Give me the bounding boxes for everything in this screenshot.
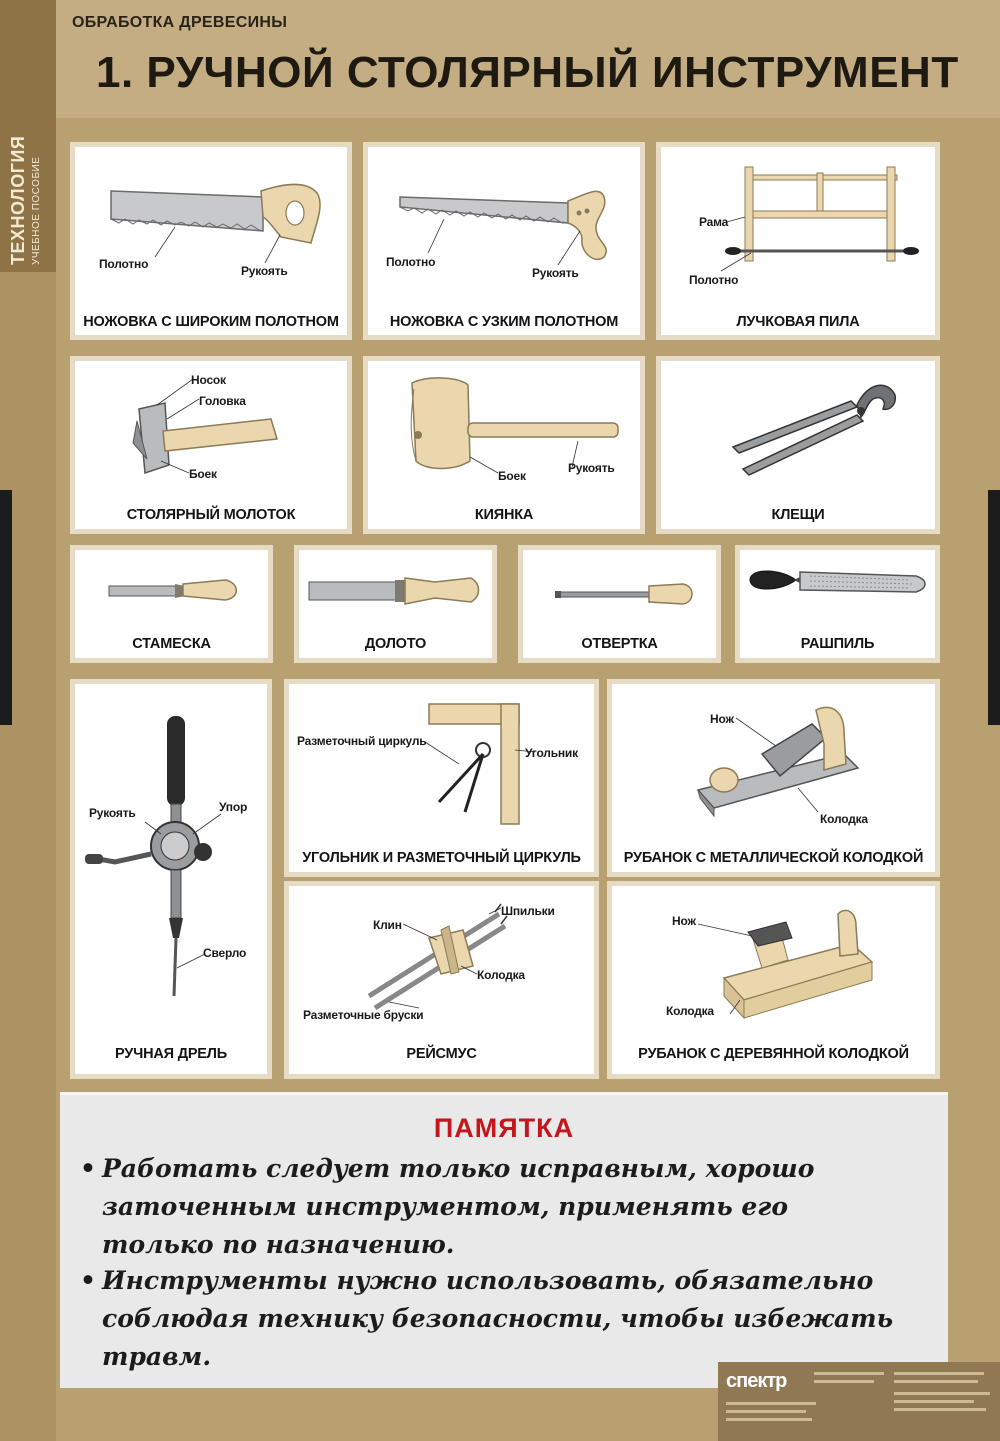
publisher-block [718,1362,1000,1441]
memo-line: соблюдая технику безопасности, чтобы избежать [102,1304,894,1333]
card-wood-plane [607,881,940,1079]
caption-gauge: РЕЙСМУС [406,1046,477,1062]
caption-screwdriver: ОТВЕРТКА [581,636,658,652]
label-striker: Боек [498,469,526,483]
pincers-illustration [661,361,935,529]
memo-line: только по назначению. [102,1230,455,1259]
caption-hand-drill: РУЧНАЯ ДРЕЛЬ [115,1046,227,1062]
fine-print [814,1372,884,1375]
label-wedge: Клин [373,918,402,932]
caption-mallet: КИЯНКА [474,507,534,523]
memo-title: ПАМЯТКА [433,1113,575,1143]
caption-rasp: РАШПИЛЬ [800,636,875,652]
label-blade: Полотно [99,257,149,271]
caption-square: УГОЛЬНИК И РАЗМЕТОЧНЫЙ ЦИРКУЛЬ [302,850,581,866]
memo-line: травм. [102,1342,212,1371]
label-compass: Разметочный циркуль [297,734,427,748]
bullet-dot: • [80,1266,96,1295]
card-saw-narrow [363,142,645,340]
saw-narrow-illustration [368,147,640,335]
label-body: Колодка [820,812,868,826]
label-blade: Полотно [386,255,436,269]
label-toe: Носок [191,373,226,387]
saw-wide-illustration [75,147,347,335]
side-label-subject: ТЕХНОЛОГИЯ [8,135,28,265]
left-edge-tab [0,490,12,725]
card-gauge [284,881,599,1079]
fine-print [726,1418,812,1421]
bullet-dot: • [80,1154,96,1183]
card-mortise-chisel [294,545,497,663]
fine-print [726,1402,816,1405]
mallet-illustration [368,361,640,529]
metal-plane-illustration [612,684,935,872]
card-square [284,679,599,877]
hand-drill-illustration [75,684,267,1074]
caption-bow-saw: ЛУЧКОВАЯ ПИЛА [736,314,860,330]
card-saw-wide [70,142,352,340]
caption-wood-plane: РУБАНОК С ДЕРЕВЯННОЙ КОЛОДКОЙ [638,1046,909,1062]
fine-print [726,1410,806,1413]
fine-print [894,1408,986,1411]
label-face: Боек [189,467,217,481]
fine-print [894,1380,978,1383]
label-rest: Упор [219,800,248,814]
label-blade: Полотно [689,273,739,287]
label-handle: Рукоять [89,806,136,820]
label-square: Угольник [525,746,578,760]
label-pins: Шпильки [501,904,555,918]
caption-chisel: СТАМЕСКА [132,636,211,652]
label-handle: Рукоять [532,266,579,280]
fine-print [894,1392,990,1395]
caption-hammer: СТОЛЯРНЫЙ МОЛОТОК [126,507,296,523]
right-edge-tab [988,490,1000,725]
label-handle: Рукоять [241,264,288,278]
memo-line: Инструменты нужно использовать, обязательно [102,1266,874,1295]
memo-box [60,1092,948,1388]
label-frame: Рама [699,215,729,229]
caption-mortise-chisel: ДОЛОТО [364,636,427,652]
memo-line: Работать следует только исправным, хорошо [102,1154,815,1183]
label-head: Головка [199,394,246,408]
caption-pincers: КЛЕЩИ [771,507,825,523]
label-body: Колодка [666,1004,714,1018]
card-screwdriver [518,545,721,663]
caption-metal-plane: РУБАНОК С МЕТАЛЛИЧЕСКОЙ КОЛОДКОЙ [623,850,924,866]
side-label [8,5,42,265]
fine-print [894,1400,974,1403]
card-bow-saw [656,142,940,340]
label-handle: Рукоять [568,461,615,475]
card-pincers [656,356,940,534]
label-bit: Сверло [203,946,247,960]
caption-saw-narrow: НОЖОВКА С УЗКИМ ПОЛОТНОМ [389,314,619,330]
section-name: ОБРАБОТКА ДРЕВЕСИНЫ [72,14,288,31]
square-illustration [289,684,594,872]
card-rasp [735,545,940,663]
fine-print [894,1372,984,1375]
side-label-kind: УЧЕБНОЕ ПОСОБИЕ [31,156,42,265]
page-title: 1. РУЧНОЙ СТОЛЯРНЫЙ ИНСТРУМЕНТ [96,48,959,97]
publisher-logo: спектр [726,1370,787,1392]
bow-saw-illustration [661,147,935,335]
memo-bullet-1 [80,1150,932,1264]
card-mallet [363,356,645,534]
memo-bullet-2 [80,1262,932,1376]
card-metal-plane [607,679,940,877]
memo-line: заточенным инструментом, применять его [102,1192,789,1221]
label-block: Колодка [477,968,525,982]
caption-saw-wide: НОЖОВКА С ШИРОКИМ ПОЛОТНОМ [83,314,339,330]
fine-print [814,1380,874,1383]
label-blade: Нож [672,914,696,928]
label-blade: Нож [710,712,734,726]
card-hammer [70,356,352,534]
card-hand-drill [70,679,272,1079]
card-chisel [70,545,273,663]
label-bars: Разметочные бруски [303,1008,424,1022]
